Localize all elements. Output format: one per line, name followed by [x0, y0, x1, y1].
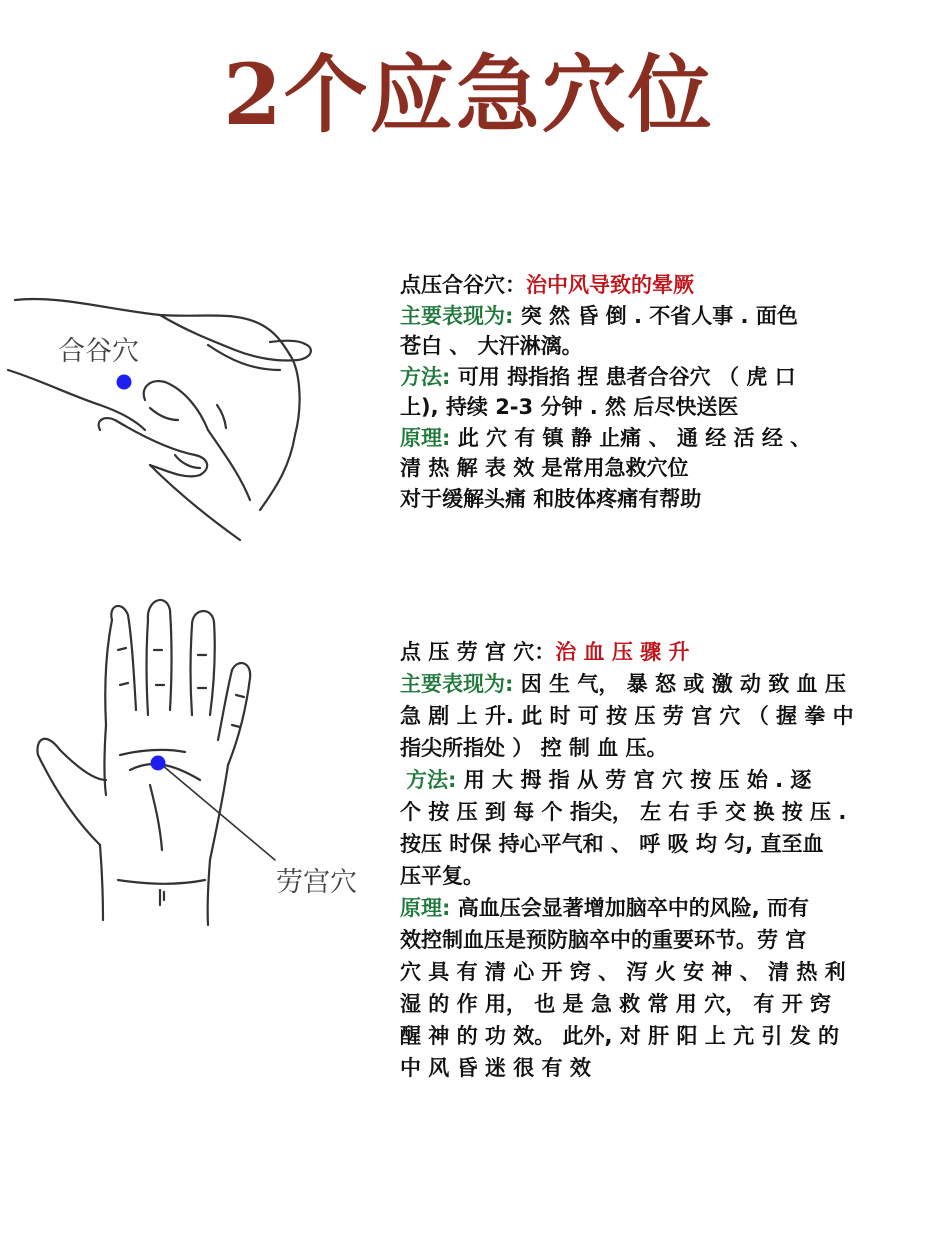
- hegu-principle-label: 原理:: [400, 425, 451, 450]
- hegu-principle-text-2: 清 热 解 表 效 是常用急救穴位: [400, 456, 689, 480]
- hegu-image-label: 合谷穴: [58, 336, 139, 367]
- hegu-symptoms-text-1: 突 然 昏 倒 . 不省人事 . 面色: [513, 303, 798, 328]
- laogong-principle-text-3: 穴 具 有 清 心 开 窍 、 泻 火 安 神 、 清 热 利: [400, 960, 846, 984]
- laogong-illustration: [0, 580, 385, 980]
- laogong-method-text-4: 压平复。: [400, 864, 484, 888]
- laogong-method: [400, 764, 854, 796]
- laogong-principle-text-2: 效控制血压是预防脑卒中的重要环节。劳 宫: [400, 928, 807, 952]
- laogong-principle-text-6: 中 风 昏 迷 很 有 效: [400, 1056, 591, 1080]
- laogong-principle-text-1: 高血压会显著增加脑卒中的风险, 而有: [450, 896, 810, 920]
- laogong-method-text-2: 个 按 压 到 每 个 指尖， 左 右 手 交 换 按 压 .: [400, 800, 847, 824]
- laogong-heading-highlight: 治 血 压 骤 升: [555, 640, 690, 664]
- hegu-illustration: [0, 270, 375, 555]
- laogong-principle: [400, 892, 854, 924]
- laogong-symptoms-text-1: 因 生 气， 暴 怒 或 激 动 致 血 压: [513, 672, 846, 696]
- hegu-text: [400, 270, 811, 514]
- hegu-heading: [400, 270, 811, 301]
- hegu-method-text-1: 可用 拇指掐 捏 患者合谷穴 （ 虎 口: [450, 364, 796, 389]
- laogong-heading-prefix: 点 压 劳 宫 穴：: [400, 640, 556, 664]
- laogong-marker: [151, 756, 166, 771]
- hegu-symptoms-text-2: 苍白 、 大汗淋漓。: [400, 334, 583, 358]
- hegu-symptoms: [400, 301, 811, 332]
- hegu-method-text-2: 上), 持续 2-3 分钟 . 然 后尽快送医: [400, 395, 739, 419]
- hegu-heading-highlight: 治中风导致的晕厥: [526, 273, 694, 297]
- laogong-principle-text-5: 醒 神 的 功 效。 此外, 对 肝 阳 上 亢 引 发 的: [400, 1024, 840, 1048]
- laogong-symptoms-label: 主要表现为:: [400, 672, 514, 696]
- hegu-heading-prefix: 点压合谷穴：: [400, 273, 526, 297]
- laogong-method-text-3: 按压 时保 持心平气和 、 呼 吸 均 匀, 直至血: [400, 832, 824, 856]
- laogong-heading: [400, 636, 854, 668]
- laogong-symptoms: [400, 668, 854, 700]
- laogong-symptoms-text-3: 指尖所指处 ） 控 制 血 压。: [400, 736, 668, 760]
- laogong-method-text-1: 用 大 拇 指 从 劳 宫 穴 按 压 始 . 逐: [456, 768, 812, 792]
- hegu-principle: [400, 423, 811, 454]
- hegu-principle-text-3: 对于缓解头痛 和肢体疼痛有帮助: [400, 486, 702, 511]
- hegu-symptoms-label: 主要表现为:: [400, 303, 514, 328]
- hegu-principle-text-1: 此 穴 有 镇 静 止痛 、 通 经 活 经 、: [450, 425, 812, 450]
- hegu-method: [400, 362, 811, 393]
- laogong-principle-label: 原理:: [400, 896, 451, 920]
- laogong-image-label: 劳宫穴: [276, 867, 357, 898]
- hegu-marker: [117, 375, 132, 390]
- laogong-text: [400, 636, 854, 1084]
- laogong-method-label: 方法:: [406, 768, 457, 792]
- laogong-principle-text-4: 湿 的 作 用， 也 是 急 救 常 用 穴， 有 开 窍: [400, 992, 832, 1016]
- laogong-symptoms-text-2: 急 剧 上 升. 此 时 可 按 压 劳 宫 穴 （ 握 拳 中: [400, 704, 854, 728]
- page-title: 2个应急穴位: [223, 45, 714, 144]
- hegu-method-label: 方法:: [400, 364, 451, 389]
